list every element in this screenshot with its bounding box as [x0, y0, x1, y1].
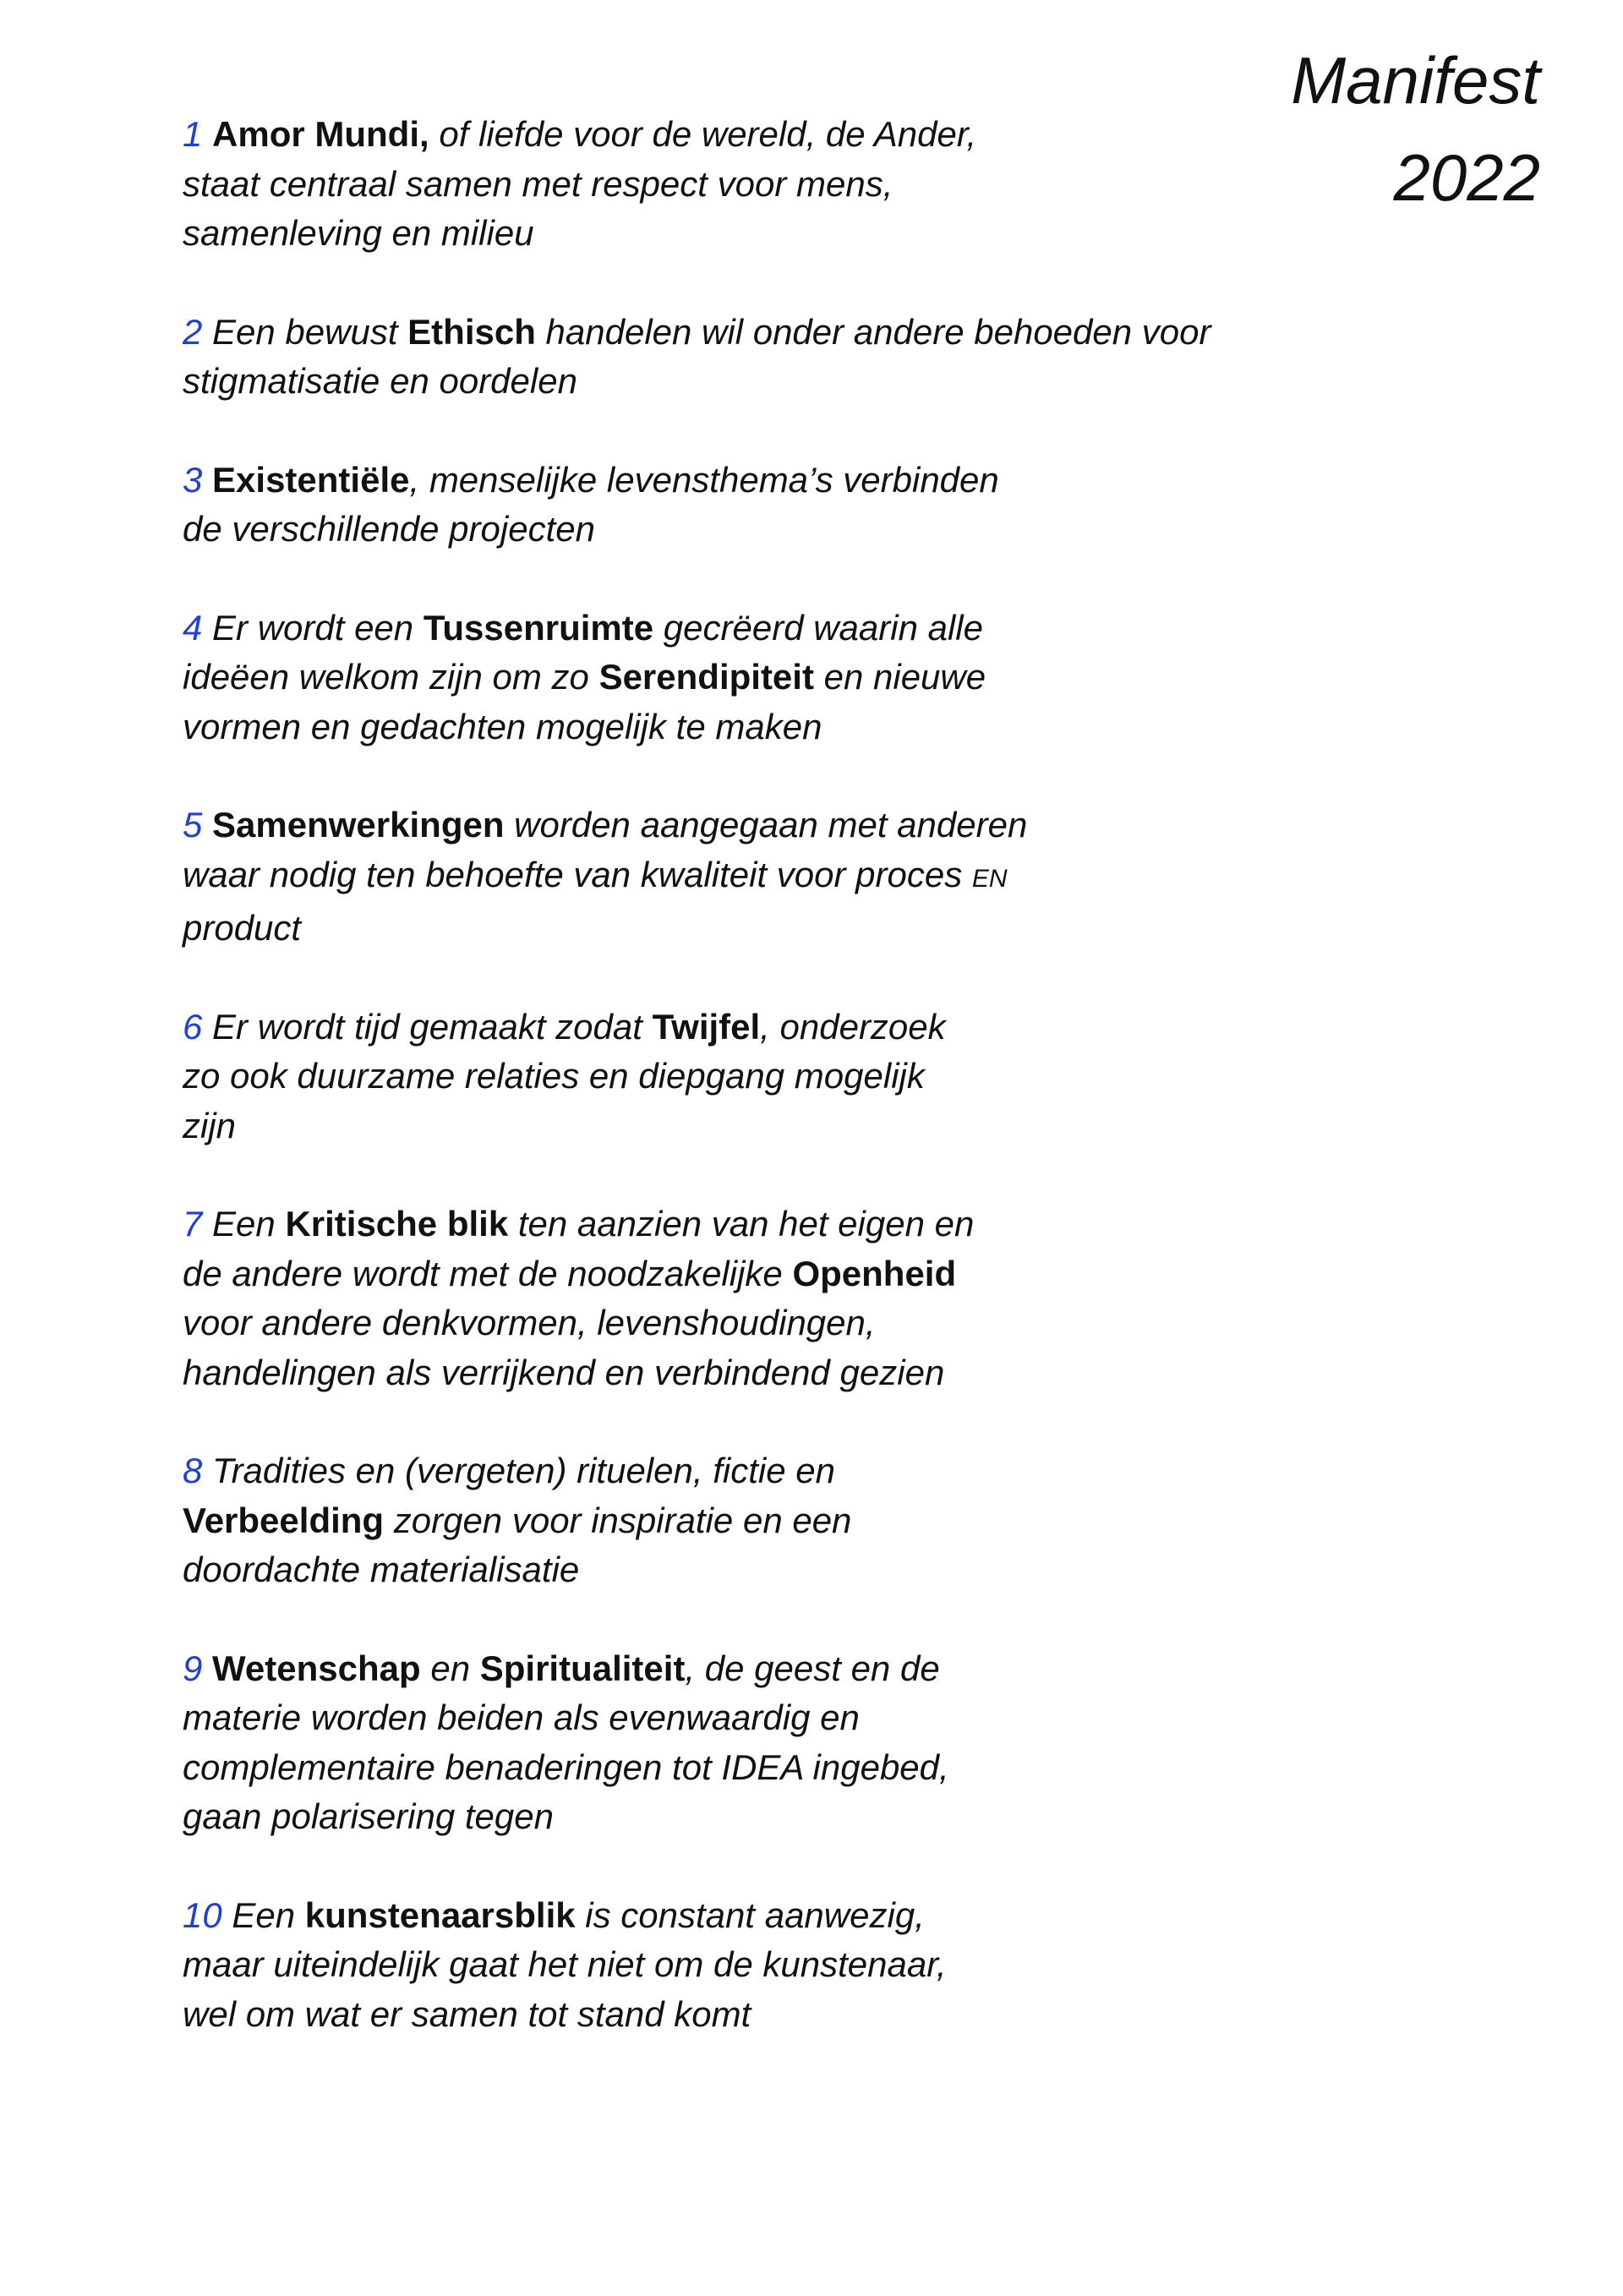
- item-text: Er wordt tijd gemaakt zodat: [202, 1006, 653, 1047]
- keyword-bold: Existentiële: [212, 459, 410, 500]
- manifest-item-line: [183, 160, 1383, 210]
- manifest-item-line: [183, 604, 1383, 653]
- item-text: handelingen als verrijkend en verbindend gezien: [183, 1352, 945, 1392]
- manifest-item: [183, 1003, 1383, 1151]
- item-number: 7: [183, 1204, 203, 1244]
- item-text: staat centraal samen met respect voor mens,: [183, 163, 893, 204]
- item-text: de andere wordt met de noodzakelijke: [183, 1253, 793, 1293]
- item-text: Tradities en (vergeten) rituelen, fictie en: [202, 1451, 835, 1490]
- item-number: 2: [183, 311, 203, 352]
- manifest-item-line: [183, 505, 1383, 555]
- manifest-item-line: [183, 1545, 1383, 1595]
- manifest-list: [183, 110, 1383, 2088]
- item-number: 6: [183, 1006, 203, 1047]
- keyword-bold: Tussenruimte: [423, 607, 654, 648]
- manifest-item-line: [183, 110, 1383, 160]
- keyword-bold: kunstenaarsblik: [304, 1894, 576, 1935]
- keyword-bold: Wetenschap: [212, 1648, 421, 1688]
- item-text: EN: [971, 864, 1008, 893]
- keyword-bold: Openheid: [792, 1253, 957, 1293]
- keyword-bold: Verbeelding: [183, 1500, 385, 1540]
- manifest-item-line: [183, 1990, 1383, 2040]
- item-number: 4: [183, 607, 203, 648]
- item-text: Er wordt een: [202, 607, 424, 648]
- item-text: stigmatisatie en oordelen: [183, 361, 577, 401]
- item-text: zo ook duurzame relaties en diepgang mogelijk: [183, 1056, 925, 1096]
- item-text: zijn: [183, 1105, 237, 1145]
- keyword-bold: Kritische blik: [285, 1204, 509, 1244]
- manifest-item: [183, 1446, 1383, 1595]
- manifest-item: [183, 604, 1383, 752]
- item-text: [202, 1648, 212, 1688]
- item-text: vormen en gedachten mogelijk te maken: [183, 706, 822, 746]
- item-number: 8: [183, 1451, 203, 1490]
- item-text: Een: [221, 1894, 305, 1935]
- item-number: 5: [183, 805, 203, 845]
- item-text: materie worden beiden als evenwaardig en: [183, 1697, 860, 1737]
- manifest-item-line: [183, 850, 1383, 905]
- item-text: , menselijke levensthema’s verbinden: [409, 459, 999, 500]
- title-line-1: Manifest: [1291, 43, 1540, 118]
- manifest-item: [183, 1644, 1383, 1842]
- manifest-item-line: [183, 1743, 1383, 1793]
- item-text: of liefde voor de wereld, de Ander,: [429, 114, 977, 154]
- manifest-item-line: [183, 1446, 1383, 1496]
- item-text: de verschillende projecten: [183, 509, 595, 549]
- manifest-item-line: [183, 904, 1383, 954]
- keyword-bold: Serendipiteit: [598, 657, 814, 697]
- item-text: voor andere denkvormen, levenshoudingen,: [183, 1303, 876, 1342]
- manifest-item-line: [183, 702, 1383, 752]
- manifest-item-line: [183, 1298, 1383, 1348]
- item-text: zorgen voor inspiratie en een: [384, 1500, 852, 1540]
- item-text: samenleving en milieu: [183, 213, 534, 253]
- item-text: en: [420, 1648, 480, 1688]
- keyword-bold: Spiritualiteit: [479, 1648, 686, 1688]
- manifest-item-line: [183, 1102, 1383, 1151]
- manifest-item-line: [183, 308, 1383, 358]
- item-text: , de geest en de: [685, 1648, 940, 1688]
- manifest-item-line: [183, 801, 1383, 850]
- manifest-item-line: [183, 1693, 1383, 1743]
- manifest-item-line: [183, 1003, 1383, 1052]
- item-text: product: [183, 908, 302, 948]
- manifest-item: [183, 110, 1383, 259]
- item-text: gaan polarisering tegen: [183, 1796, 554, 1836]
- item-text: maar uiteindelijk gaat het niet om de kunstenaar,: [183, 1944, 947, 1984]
- manifest-item-line: [183, 209, 1383, 259]
- item-text: complementaire benaderingen tot IDEA ingebed,: [183, 1747, 949, 1787]
- manifest-item: [183, 801, 1383, 954]
- manifest-item-line: [183, 1792, 1383, 1842]
- manifest-item: [183, 308, 1383, 407]
- manifest-item: [183, 1200, 1383, 1397]
- item-text: [202, 805, 212, 845]
- manifest-item-line: [183, 456, 1383, 506]
- keyword-bold: Twijfel: [652, 1006, 761, 1047]
- keyword-bold: Ethisch: [407, 311, 536, 352]
- manifest-item-line: [183, 1940, 1383, 1990]
- item-text: worden aangegaan met anderen: [504, 805, 1028, 845]
- item-text: [202, 460, 212, 500]
- item-text: wel om wat er samen tot stand komt: [183, 1993, 751, 2034]
- item-text: ten aanzien van het eigen en: [508, 1204, 975, 1244]
- item-text: ideëen welkom zijn om zo: [183, 657, 599, 697]
- item-text: en nieuwe: [813, 657, 986, 697]
- item-text: is constant aanwezig,: [575, 1894, 925, 1935]
- manifest-item-line: [183, 1200, 1383, 1249]
- item-number: 1: [183, 114, 203, 154]
- item-text: [202, 114, 212, 154]
- manifest-item-line: [183, 1249, 1383, 1299]
- item-text: , onderzoek: [760, 1006, 946, 1047]
- keyword-bold: Amor Mundi,: [212, 114, 429, 154]
- manifest-item-line: [183, 357, 1383, 407]
- item-text: Een: [202, 1204, 286, 1244]
- manifest-item-line: [183, 1348, 1383, 1398]
- keyword-bold: Samenwerkingen: [212, 805, 505, 845]
- manifest-item: [183, 1891, 1383, 2040]
- item-number: 3: [183, 459, 203, 500]
- manifest-item-line: [183, 1644, 1383, 1694]
- manifest-item-line: [183, 1891, 1383, 1941]
- item-text: doordachte materialisatie: [183, 1550, 580, 1589]
- manifest-item: [183, 456, 1383, 555]
- item-number: 9: [183, 1648, 203, 1688]
- manifest-item-line: [183, 1496, 1383, 1546]
- item-text: Een bewust: [202, 311, 408, 352]
- item-text: waar nodig ten behoefte van kwaliteit voor proces: [183, 854, 972, 894]
- item-number: 10: [183, 1894, 222, 1935]
- title-line-2: 2022: [1393, 140, 1540, 215]
- item-text: handelen wil onder andere behoeden voor: [535, 311, 1211, 352]
- manifest-item-line: [183, 653, 1383, 702]
- item-text: gecrëerd waarin alle: [653, 607, 983, 648]
- manifest-item-line: [183, 1052, 1383, 1102]
